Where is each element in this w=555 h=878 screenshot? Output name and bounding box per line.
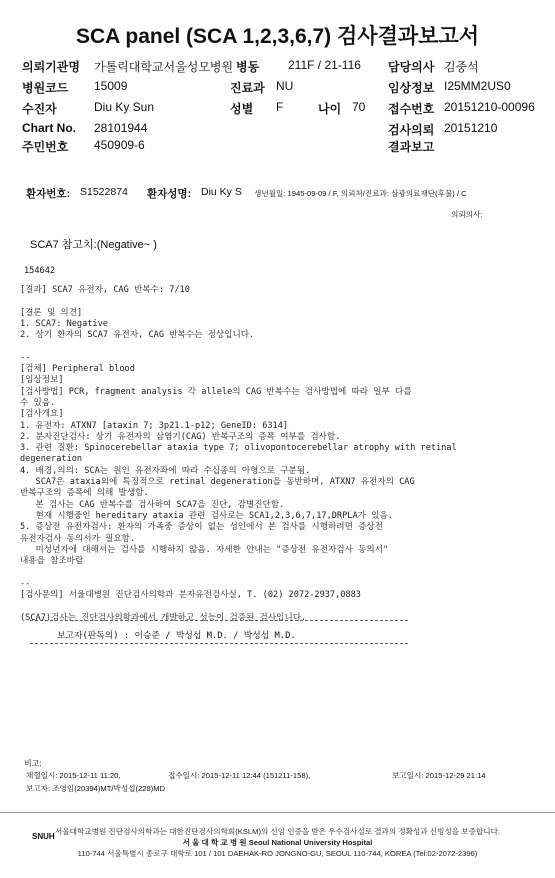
report-line: [20, 341, 457, 352]
report-line: 4. 배경,의의: SCA는 원인 유전자좌에 따라 수십종의 아형으로 구분됨.: [20, 465, 311, 476]
report-line: 3. 관련 질환: Spinocerebellar ataxia type 7; olivopontocerebellar atrophy with retinal: [20, 443, 457, 454]
value-age: 70: [352, 100, 366, 114]
label-requesting-institution: 의뢰기관명: [22, 60, 80, 74]
value-department: NU: [276, 79, 294, 93]
received-time: 접수일시: 2015-12-11 12:44 (151211-158),: [168, 771, 311, 780]
patient-no-label: 환자번호:: [26, 188, 71, 200]
report-line: [검사방법] PCR, fragment analysis 각 allele의 CAG 반복수는 검사방법에 따라 일부 다를: [20, 386, 412, 397]
report-line: 1. SCA7: Negative: [20, 318, 108, 329]
reported-time: 보고일시: 2015-12-29 21:14: [392, 771, 486, 780]
label-age: 나이: [318, 102, 342, 116]
collected-time: 채혈일시: 2015-12-11 11:20,: [26, 771, 121, 780]
value-hospital-code: 15009: [94, 79, 128, 93]
report-line: 2. 분자진단검사: 상기 유전자의 삼염기(CAG) 반복구조의 증폭 여부를 검사함.: [20, 431, 341, 442]
label-patient: 수진자: [22, 102, 57, 116]
label-accession-no: 접수번호: [388, 102, 435, 116]
report-line: degeneration: [20, 454, 83, 465]
report-line: 수 있음.: [20, 397, 56, 408]
signer-top-rule: [30, 620, 408, 621]
label-sex: 성별: [230, 102, 254, 116]
report-line: 내용을 참조바람: [20, 556, 84, 567]
report-line: [20, 601, 457, 612]
label-ward: 병동: [236, 60, 260, 74]
reporter: 보고자: 조영임(20394)MT/박성섭(228)MD: [26, 784, 166, 793]
requesting-doctor: 의뢰의사:: [451, 210, 483, 219]
report-line: [검사개요]: [20, 409, 64, 420]
report-line: [검사문의] 서울대병원 진단검사의학과 분자유전검사실, T. (02) 2072-2937,0883: [20, 590, 361, 601]
report-line: 현재 시행중인 hereditary ataxia 관련 검사로는 SCA1,2,3,6,7,17,DRPLA가 있음.: [20, 510, 393, 521]
label-chart-no: Chart No.: [22, 121, 76, 135]
value-resident-no: 450909-6: [94, 138, 145, 152]
report-body: [20, 285, 457, 624]
report-line: [20, 567, 457, 578]
report-line: SCA7은 ataxia외에 특징적으로 retinal degeneration을 동반하며, ATXN7 유전자의 CAG: [20, 477, 415, 488]
report-line: [결과] SCA7 유전자, CAG 반복수: 7/10: [20, 285, 190, 295]
report-line: 반복구조의 증폭에 의해 발생함.: [20, 488, 149, 499]
value-sex: F: [276, 100, 284, 114]
report-line: [20, 296, 457, 307]
value-chart-no: 28101944: [94, 121, 148, 135]
value-ward: 211F / 21-116: [288, 58, 361, 72]
report-line: 2. 상기 환자의 SCA7 유전자, CAG 반복수는 정상입니다.: [20, 330, 255, 341]
specimen-code: 154642: [24, 266, 56, 276]
value-accession-no: 20151210-00096: [444, 100, 535, 114]
report-line: (SCA7)검사는 진단검사의학과에서 개발하고 성능이 검증된 검사입니다.: [20, 612, 307, 623]
label-result-report: 결과보고: [388, 140, 435, 154]
value-requesting-institution: 가톨릭대학교서울성모병원: [94, 60, 234, 74]
label-hospital-code: 병원코드: [22, 81, 69, 95]
report-line: 5. 증상전 유전자검사: 환자의 가족중 증상이 없는 성인에서 본 검사를 시행하려면 증상전: [20, 522, 383, 533]
value-patient: Diu Ky Sun: [94, 100, 155, 114]
report-line: 본 검사는 CAG 반복수를 검사하여 SCA7을 진단, 감별진단함.: [20, 499, 285, 510]
report-line: --: [20, 578, 31, 589]
label-test-request: 검사의뢰: [388, 123, 435, 137]
hospital-logo-text: SNUH: [32, 832, 55, 841]
label-resident-no: 주민번호: [22, 140, 69, 154]
footer-divider: [0, 812, 555, 813]
footer-address: 110-744 서울특별시 종로구 대학로 101 / 101 DAEHAK-RO JONGNO-GU, SEOUL 110-744, KOREA (Tel:02-2072-2396): [77, 849, 478, 858]
signers: 보고자(판독의) : 이승준 / 박성섭 M.D. / 박성섭 M.D.: [57, 631, 296, 641]
report-title: SCA panel (SCA 1,2,3,6,7) 검사결과보고서: [75, 25, 480, 48]
remarks-label: 비고:: [24, 759, 42, 768]
report-line: [임상정보]: [20, 375, 64, 386]
patient-meta: 생년월일: 1945-09-09 / F, 의뢰처/진료과: 삼광의료재단(후불) / C: [254, 189, 467, 198]
reference-title: SCA7 참고치:(Negative~ ): [30, 239, 157, 251]
patient-name: Diu Ky S: [201, 186, 242, 198]
report-line: [검체] Peripheral blood: [20, 364, 135, 375]
value-test-request: 20151210: [444, 121, 498, 135]
report-line: 미성년자에 대해서는 검사를 시행하지 않음. 자세한 안내는 "증상전 유전자검사 동의서": [20, 544, 389, 555]
label-physician: 담당의사: [388, 60, 435, 74]
value-clinical-info: I25MM2US0: [444, 79, 511, 93]
value-physician: 김중석: [444, 60, 479, 74]
patient-no: S1522874: [80, 186, 128, 198]
report-line: 유전자검사 동의서가 필요함.: [20, 533, 136, 544]
report-line: [결론 및 의견]: [20, 307, 83, 318]
footer-hospital-name: 서 울 대 학 교 병 원 Seoul National University Hospital: [182, 838, 373, 847]
label-clinical-info: 임상정보: [388, 81, 435, 95]
signer-bottom-rule: [30, 643, 408, 644]
report-line: --: [20, 352, 31, 363]
label-department: 진료과: [230, 81, 265, 95]
report-line: 1. 유전자: ATXN7 [ataxin 7; 3p21.1-p12; GeneID: 6314]: [20, 420, 289, 431]
patient-name-label: 환자성명:: [147, 188, 192, 200]
footer-certification: 서울대학교병원 진단검사의학과는 대한진단검사의학회(KSLM)의 신임 인증을 받은 우수검사실로 결과의 정확성과 신빙성을 보증합니다.: [54, 827, 501, 836]
